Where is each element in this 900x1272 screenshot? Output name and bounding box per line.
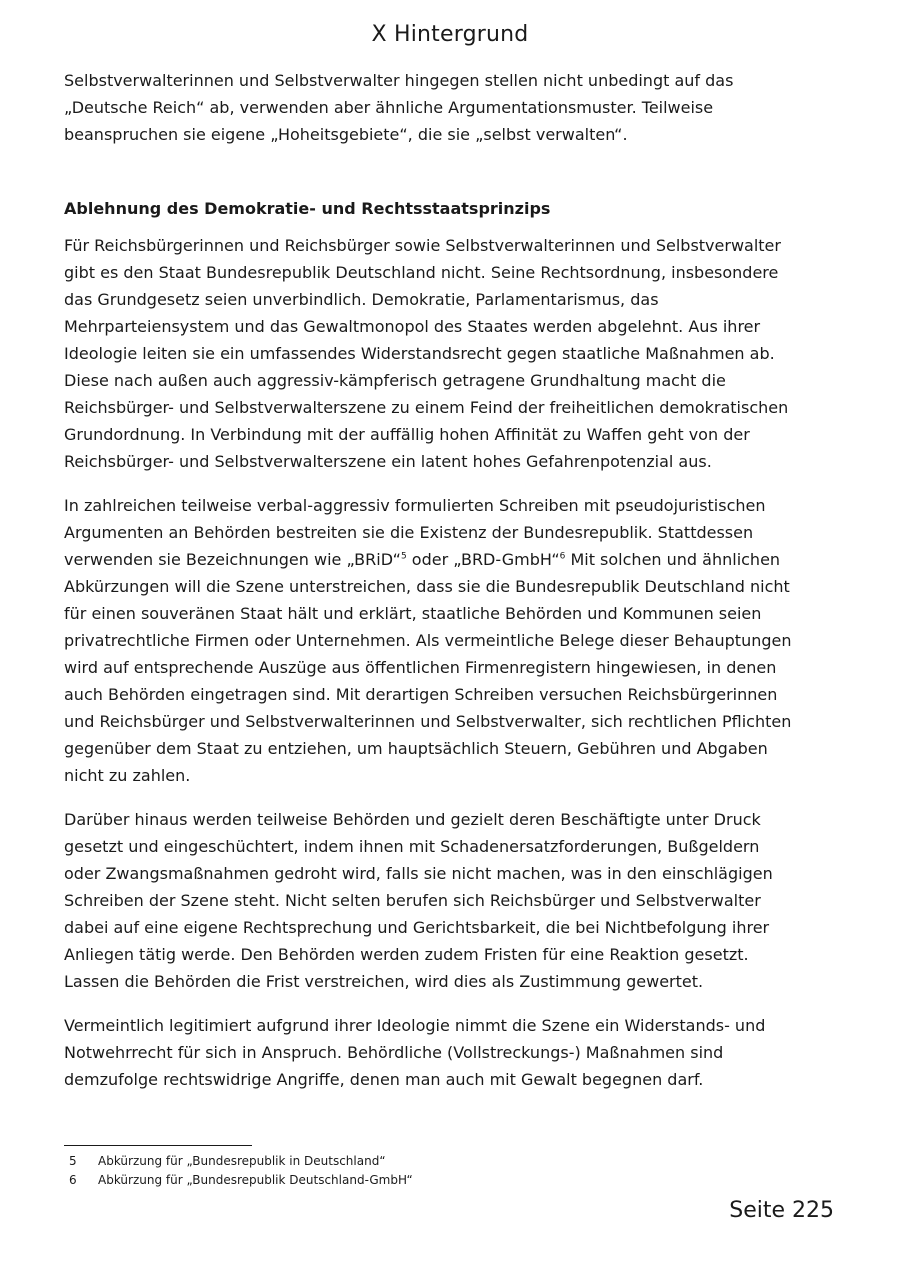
paragraph-4: Vermeintlich legitimiert aufgrund ihrer Ideologie nimmt die Szene ein Widerstands- und Notwehrrecht für sich in Anspruch. Behördliche (Vollstreckungs-) Maßnahmen sind demzufolge rechtswidrige Angriffe, denen man auch mit Gewalt begegnen darf. — [64, 1016, 766, 1089]
paragraph-3: Darüber hinaus werden teilweise Behörden und gezielt deren Beschäftigte unter Druck gesetzt und eingeschüchtert, indem ihnen mit Schadenersatzforderungen, Bußgeldern oder Zwangsmaßnahmen gedroht wird, falls sie nicht machen, was in den einschlägigen Schreiben der Szene steht. Nicht selten berufen sich Reichsbürger und Selbstverwalter dabei auf eine eigene Rechtsprechung und Gerichtsbarkeit, die bei Nichtbefolgung ihrer Anliegen tätig werde. Den Behörden werden zudem Fristen für eine Reaktion gesetzt. Lassen die Behörden die Frist verstreichen, wird dies als Zustimmung gewertet. — [64, 810, 773, 991]
paragraph-2-part-a: In zahlreichen teilweise verbal-aggressiv formulierten Schreiben mit pseudojuristischen Argumenten an Behörden bestreiten sie die Existenz der Bundesrepublik. Stattdessen verwenden sie Bezeichnungen wie „BRiD“ — [64, 496, 766, 569]
footnotes — [64, 1152, 800, 1190]
section-heading: Ablehnung des Demokratie- und Rechtsstaatsprinzips — [64, 199, 551, 218]
main-content — [64, 67, 800, 1093]
footnote-number: 5 — [69, 1154, 77, 1168]
footnote-text: Abkürzung für „Bundesrepublik Deutschland-GmbH“ — [98, 1173, 413, 1187]
footnote-ref-5[interactable]: 5 — [400, 551, 407, 562]
page-header-title: X Hintergrund — [371, 22, 529, 47]
paragraph-2 — [64, 492, 800, 789]
intro-paragraph: Selbstverwalterinnen und Selbstverwalter hingegen stellen nicht unbedingt auf das „Deutsche Reich“ ab, verwenden aber ähnliche Argumentationsmuster. Teilweise beanspruchen sie eigene „Hoheitsgebiete“, die sie „selbst verwalten“. — [64, 71, 734, 144]
footnote-number: 6 — [69, 1173, 77, 1187]
paragraph-1: Für Reichsbürgerinnen und Reichsbürger sowie Selbstverwalterinnen und Selbstverwalter gibt es den Staat Bundesrepublik Deutschland nicht. Seine Rechtsordnung, insbesondere das Grundgesetz seien unverbindlich. Demokratie, Parlamentarismus, das Mehrparteiensystem und das Gewaltmonopol des Staates werden abgelehnt. Aus ihrer Ideologie leiten sie ein umfassendes Widerstandsrecht gegen staatliche Maßnahmen ab. Diese nach außen auch aggressiv-kämpferisch getragene Grundhaltung macht die Reichsbürger- und Selbstverwalterszene zu einem Feind der freiheitlichen demokratischen Grundordnung. In Verbindung mit der auffällig hohen Affinität zu Waffen geht von der Reichsbürger- und Selbstverwalterszene ein latent hohes Gefahrenpotenzial aus. — [64, 236, 789, 471]
footnote-text: Abkürzung für „Bundesrepublik in Deutschland“ — [98, 1154, 386, 1168]
paragraph-2-part-c: Mit solchen und ähnlichen Abkürzungen will die Szene unterstreichen, dass sie die Bundesrepublik Deutschland nicht für einen souveränen Staat hält und erklärt, staatliche Behörden und Kommunen seien privatrechtliche Firmen oder Unternehmen. Als vermeintliche Belege dieser Behauptungen wird auf entsprechende Auszüge aus öffentlichen Firmenregistern hingewiesen, in denen auch Behörden eingetragen sind. Mit derartigen Schreiben versuchen Reichsbürgerinnen und Reichsbürger und Selbstverwalterinnen und Selbstverwalter, sich rechtlichen Pflichten gegenüber dem Staat zu entziehen, um hauptsächlich Steuern, Gebühren und Abgaben nicht zu zahlen. — [64, 550, 792, 785]
page-number: Seite 225 — [729, 1198, 834, 1223]
footnote-ref-6[interactable]: 6 — [559, 551, 566, 562]
footnote-item — [64, 1152, 800, 1171]
footnote-divider — [64, 1145, 252, 1146]
footnote-item — [64, 1171, 800, 1190]
paragraph-2-part-b: oder „BRD-GmbH“ — [406, 550, 560, 569]
